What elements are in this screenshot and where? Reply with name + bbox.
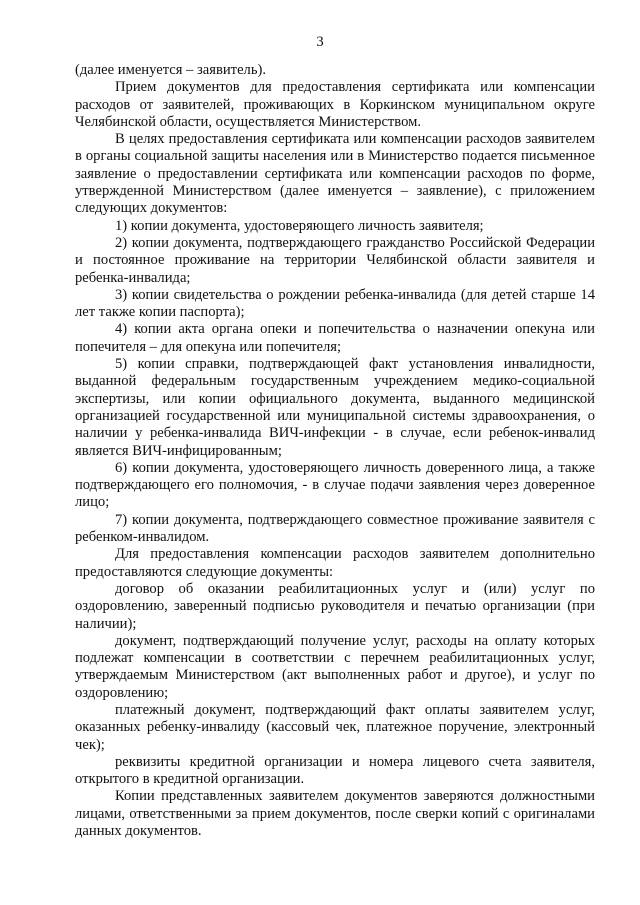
list-item: 7) копии документа, подтверждающего совместное проживание заявителя с ребенком-инвалидом.	[75, 511, 595, 546]
list-item: 4) копии акта органа опеки и попечительства о назначении опекуна или попечителя – для опекуна или попечителя;	[75, 321, 595, 355]
list-item: реквизиты кредитной организации и номера лицевого счета заявителя, открытого в кредитной организации.	[75, 753, 595, 788]
paragraph: (далее именуется – заявитель).	[75, 62, 266, 78]
paragraph: Прием документов для предоставления сертификата или компенсации расходов от заявителей, проживающих в Коркинском муниципальном округе Челябинской области, осуществляется Министерством.	[75, 79, 595, 130]
paragraph: В целях предоставления сертификата или компенсации расходов заявителем в органы социальной защиты населения или в Министерство подается письменное заявление о предоставлении сертификата или компенсации расходов по форме, утвержденной Министерством (далее именуется – заявление), с приложением следующих документов:	[75, 131, 595, 217]
list-item: 5) копии справки, подтверждающей факт установления инвалидности, выданной федеральным государственным учреждением медико-социальной экспертизы, или копии официального документа, выданного медицинской организацией государственной или муниципальной системы здравоохранения, о наличии у ребенка-инвалида ВИЧ-инфекции - в случае, если ребенок-инвалид является ВИЧ-инфицированным;	[75, 356, 595, 459]
list-item: договор об оказании реабилитационных услуг и (или) услуг по оздоровлению, заверенный подписью руководителя и печатью организации (при наличии);	[75, 580, 595, 632]
page-number: 3	[316, 34, 324, 50]
paragraph: Для предоставления компенсации расходов заявителем дополнительно предоставляются следующие документы:	[75, 546, 595, 580]
document-body	[75, 62, 595, 840]
list-item: 1) копии документа, удостоверяющего личность заявителя;	[115, 217, 484, 234]
list-item: 3) копии свидетельства о рождении ребенка-инвалида (для детей старше 14 лет также копии паспорта);	[75, 286, 595, 321]
list-item: платежный документ, подтверждающий факт оплаты заявителем услуг, оказанных ребенку-инвалиду (кассовый чек, платежное поручение, электронный чек);	[75, 701, 595, 753]
list-item: 2) копии документа, подтверждающего гражданство Российской Федерации и постоянное проживание на территории Челябинской области заявителя и ребенка-инвалида;	[75, 234, 595, 286]
list-item: документ, подтверждающий получение услуг, расходы на оплату которых подлежат компенсации в соответствии с перечнем реабилитационных услуг, утверждаемым Министерством (акт выполненных работ и другое), и услуг по оздоровлению;	[75, 632, 595, 701]
list-item: 6) копии документа, удостоверяющего личность доверенного лица, а также подтверждающего его полномочия, - в случае подачи заявления через доверенное лицо;	[75, 459, 595, 511]
paragraph: Копии представленных заявителем документов заверяются должностными лицами, ответственными за прием документов, после сверки копий с оригиналами данных документов.	[75, 788, 595, 840]
